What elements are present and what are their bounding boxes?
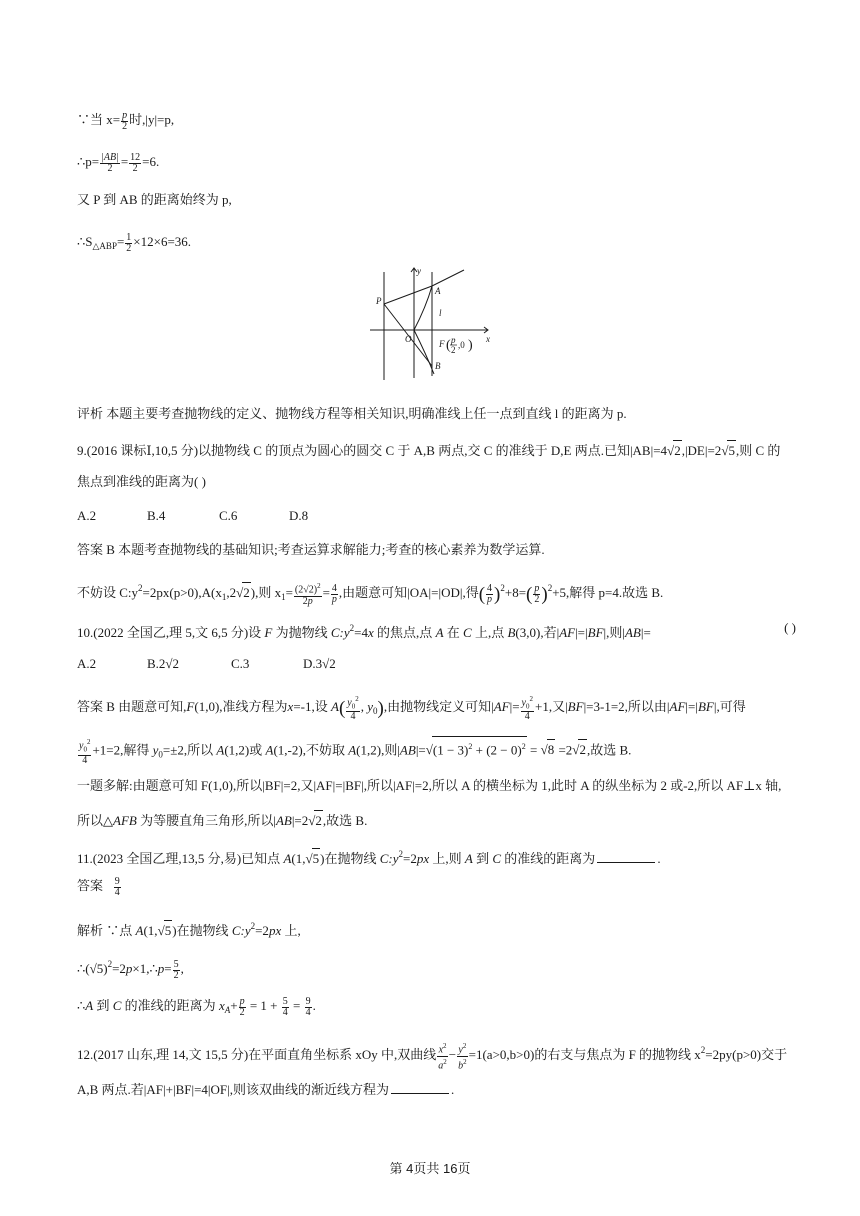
q12-stem-1: 12.(2017 山东,理 14,文 15,5 分)在平面直角坐标系 xOy 中,双曲线 $\frac{x^2}{a^2}$ − $\frac{y^2}{b^2}$ =1(a>0,b>0)的右支与焦点为 F 的抛物线 $x^2=2py(p>0)$交于 <box>77 1042 788 1071</box>
q10-option-d: D.3√2 <box>303 656 336 671</box>
q10-option-b: B.2√2 <box>147 656 180 671</box>
q9-option-d: D.8 <box>289 508 309 523</box>
svg-text:(: ( <box>446 338 451 353</box>
q11-answer: 答案 $\frac{9}{4}$ <box>77 875 120 898</box>
q10-multi-1: 一题多解:由题意可知 F(1,0),所以|BF|=2,又|AF|=|BF|,所以|AF|=2,所以 A 的横坐标为 1,此时 A 的纵坐标为 2 或-2,所以 AF⊥x 轴, <box>77 778 782 793</box>
svg-text:p: p <box>451 335 456 345</box>
q9-option-a: A.2 <box>77 508 97 523</box>
q10-answer-2: $\frac{y_0^2}{4}$ +1=2,解得 $y_0=\pm 2$,所以 A(1,2)或 A(1,-2),不妨取 A(1,2),则$|AB|=√(1 - 3)^2 + (2 - 0)^2 = √8 =2√2$,故选 B. <box>77 736 800 766</box>
q12-stem-2: A,B 两点.若|AF|+|BF|=4|OF|,则该双曲线的渐近线方程为 . <box>77 1082 455 1097</box>
q9-option-b: B.4 <box>147 508 166 523</box>
q10-option-c: C.3 <box>231 656 250 671</box>
ray-A <box>432 270 464 286</box>
fig-label-B: B <box>435 361 441 371</box>
q10-paren: ( ) <box>784 620 796 635</box>
fig-label-O: O <box>405 334 412 344</box>
comment-line: 评析 本题主要考查抛物线的定义、抛物线方程等相关知识,明确准线上任一点到直线 l 的距离为 p. <box>77 406 627 421</box>
q10-multi-2: 所以△AFB 为等腰直角三角形,所以|AB|=2√2,故选 B. <box>77 810 800 831</box>
q9-stem-1: 9.(2016 课标Ⅰ,10,5 分)以抛物线 C 的顶点为圆心的圆交 C 于 A,B 两点,交 C 的准线于 D,E 两点.已知|AB|=4√2,|DE|=2√5,则 C 的 <box>77 440 800 461</box>
fig-label-x: x <box>486 334 490 344</box>
q9-option-c: C.6 <box>219 508 238 523</box>
fig-label-A: A <box>435 286 441 296</box>
segment-PA <box>384 286 432 304</box>
fig-label-F: F <box>439 339 445 349</box>
q9-options <box>77 506 800 526</box>
q11-stem: 11.(2023 全国乙理,13,5 分,易)已知点 A(1,√5)在抛物线 $C:y^2=2px$ 上,则 A 到 C 的准线的距离为 . <box>77 844 800 869</box>
parabola-figure <box>366 262 496 382</box>
q9-answer: 答案 B 本题考查抛物线的基础知识;考查运算求解能力;考查的核心素养为数学运算. <box>77 542 545 557</box>
fig-label-P: P <box>376 296 382 306</box>
q11-solution-1: 解析 ∵点 A(1,√5)在抛物线 $C:y^2=2px$ 上, <box>77 916 800 941</box>
q11-answer-blank <box>597 862 655 863</box>
line-4-area: $\therefore S_{\triangle ABP}=$ $\frac{1}{2}$ ×12×6=36. <box>77 231 192 254</box>
q10-option-a: A.2 <box>77 656 97 671</box>
q11-solution-3: ∴A 到 C 的准线的距离为 $x_A+$ $\frac{p}{2}$ = 1 + $\frac{5}{4}$ = $\frac{9}{4}$ . <box>77 995 316 1018</box>
page-footer: 第 4页共 16页 <box>389 1161 471 1176</box>
fig-label-y: y <box>417 266 421 276</box>
q10-stem: 10.(2022 全国乙,理 5,文 6,5 分)设 F 为抛物线 $C:y^2=4x$ 的焦点,点 A 在 C 上,点 B(3,0),若|AF|=|BF|,则|AB|= ( ) <box>77 620 796 640</box>
line-3: 又 P 到 AB 的距离始终为 p, <box>77 192 232 207</box>
q9-solution: 不妨设 $C:y^2=2px(p>0),A(x_1,2√2)$,则 $x_1=$ $\frac{(2√2)^2}{2p}$ = $\frac{4}{p}$ ,由题意可知|OA|=|OD|,得( $\frac{4}{p}$ )$^2$+8=( $\frac{p}{2}$ )$^2$+5,解得 p=4.故选 B. <box>77 582 664 607</box>
svg-text:): ) <box>468 338 473 353</box>
q11-solution-2: $\therefore(√5)^2=2p\times 1,\therefore p=$ $\frac{5}{2}$ , <box>77 958 184 981</box>
line-1: ∵当 x= $\frac{p}{2}$ 时,|y|=p, <box>77 109 175 132</box>
fig-label-l: l <box>439 308 442 318</box>
fig-label-F-coords <box>446 335 473 355</box>
svg-text:2: 2 <box>451 345 456 355</box>
q9-stem-2: 焦点到准线的距离为( ) <box>77 474 206 489</box>
line-2: ∴p= $\frac{|AB|}{2}$ = $\frac{12}{2}$ =6. <box>77 151 160 174</box>
q12-answer-blank <box>391 1093 449 1094</box>
svg-text:,0: ,0 <box>458 340 465 350</box>
fraction-p-over-2: $\frac{p}{2}$ <box>122 109 128 132</box>
q10-answer-1: 答案 B 由题意可知,F(1,0),准线方程为x=-1,设 A( $\frac{y_0^2}{4}$ , $y_0$),由抛物线定义可知|AF|= $\frac{y_0^2}{4}$ +1,又|BF|=3-1=2,所以由|AF|=|BF|,可得 <box>77 695 746 723</box>
q10-options <box>77 654 800 674</box>
